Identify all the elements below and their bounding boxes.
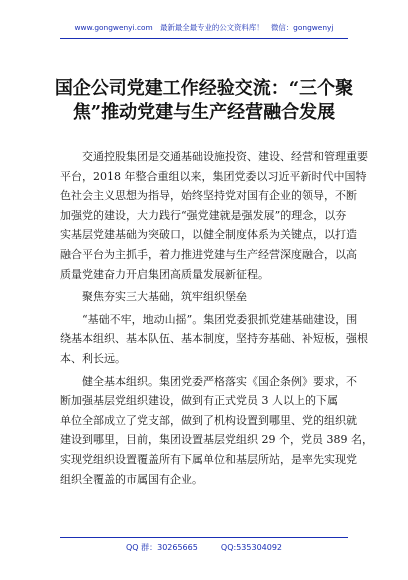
paragraph-line: 加强党的建设，大力践行“强党建就是强发展”的理念，以夯: [60, 208, 347, 222]
paragraph-line: 实基层党建基础为突破口，以健全制度体系为关键点，以打造: [60, 228, 357, 242]
paragraph-line: 交通控股集团是交通基础设施投资、建设、经营和管理重要: [82, 150, 368, 163]
paragraph-line: 建设到哪里，目前，集团设置基层党组织 29 个，党员 389 名，: [60, 433, 373, 447]
paragraph-line: 组织全覆盖的市属国有企业。: [60, 472, 203, 486]
paragraph-line: 健全基本组织。集团党委严格落实《国企条例》要求，不: [82, 374, 357, 388]
paragraph-line: 实现党组织设置覆盖所有下属单位和基层所站，是率先实现党: [60, 452, 357, 466]
header-divider: [60, 38, 348, 39]
title-line-2: 焦”推动党建与生产经营融合发展: [72, 102, 336, 123]
paragraph-line: 色社会主义思想为指导，始终坚持党对国有企业的领导，不断: [60, 189, 357, 203]
page-header: [0, 22, 408, 33]
page-footer: [0, 542, 408, 553]
paragraph-line: 质量党建奋力开启集团高质量发展新征程。: [60, 267, 269, 281]
paragraph-line: “基础不牢，地动山摇”。集团党委狠抓党建基础建设，围: [82, 312, 358, 326]
paragraph-line: 单位全部成立了党支部，做到了机构设置到哪里、党的组织就: [60, 413, 357, 427]
paragraph: [60, 372, 373, 490]
footer-qq: QQ:535304092: [220, 543, 283, 552]
footer-divider: [60, 537, 348, 538]
paragraph-line: 绕基本组织、基本队伍、基本制度，坚持夯基础、补短板，强根: [60, 332, 368, 346]
paragraph-line: 融合平台为主抓手，着力推进党建与生产经营深度融合，以高: [60, 247, 357, 261]
header-text: www.gongwenyi.com 最新最全最专业的公文资料库！ 微信：gongwenyj: [74, 23, 334, 32]
paragraph-line: 断加强基层党组织建设，做到有正式党员 3 人以上的下属: [60, 394, 338, 408]
title-line-1: 国企公司党建工作经验交流：“三个聚: [54, 78, 354, 99]
document-body: [60, 147, 373, 489]
paragraph: [60, 287, 352, 307]
paragraph: [60, 147, 368, 284]
footer-qq-group: QQ 群：30265665: [125, 543, 198, 552]
paragraph-line: 平台，2018 年整合重组以来，集团党委以习近平新时代中国特: [60, 169, 367, 183]
document-title: [52, 77, 356, 125]
paragraph-line: 聚焦夯实三大基础，筑牢组织堡垒: [82, 290, 247, 304]
paragraph-line: 本、利长远。: [60, 351, 126, 365]
paragraph: [60, 310, 368, 369]
